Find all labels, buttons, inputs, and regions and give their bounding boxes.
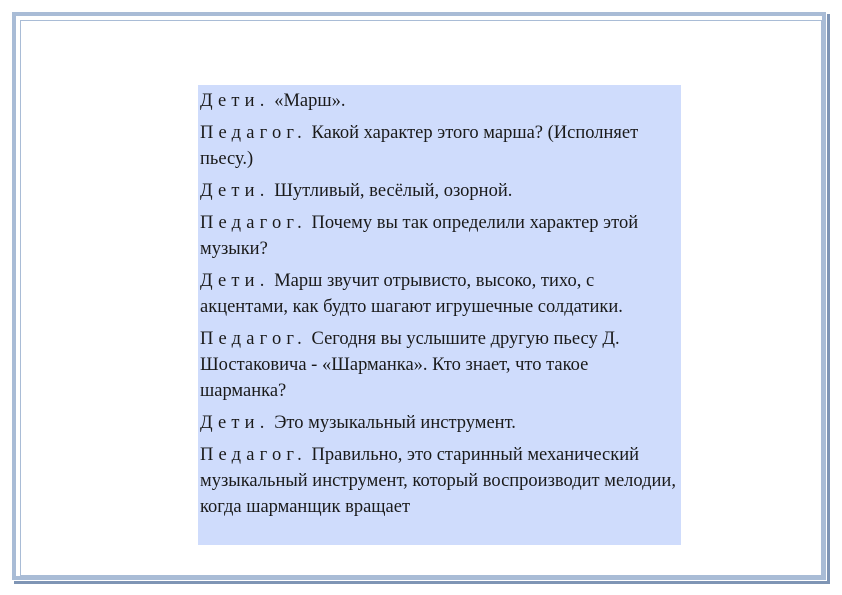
dialogue-line [200, 178, 679, 204]
dialogue-line [200, 326, 679, 404]
dialogue-line [200, 442, 679, 520]
line-text: «Марш». [274, 91, 346, 111]
line-text: Сегодня вы услышите другую пьесу Д. Шостаковича - «Шарманка». Кто знает, что такое шарманка? [200, 329, 620, 401]
dialogue-text-block [198, 85, 681, 545]
speaker-label: Педагог. [200, 123, 307, 143]
dialogue-line [200, 268, 679, 320]
line-text: Это музыкальный инструмент. [274, 413, 516, 433]
speaker-label: Дети. [200, 181, 270, 201]
speaker-label: Дети. [200, 271, 270, 291]
speaker-label: Педагог. [200, 329, 307, 349]
line-text: Почему вы так определили характер этой музыки? [200, 213, 639, 259]
dialogue-line [200, 210, 679, 262]
line-text: Какой характер этого марша? (Исполняет пьесу.) [200, 123, 639, 169]
dialogue-line [200, 88, 679, 114]
speaker-label: Дети. [200, 413, 270, 433]
line-text: Марш звучит отрывисто, высоко, тихо, с акцентами, как будто шагают игрушечные солдатики. [200, 271, 623, 317]
dialogue-line [200, 120, 679, 172]
line-text: Правильно, это старинный механический музыкальный инструмент, который воспроизводит мелодии, когда шарманщик вращает [200, 445, 676, 517]
speaker-label: Педагог. [200, 445, 307, 465]
line-text: Шутливый, весёлый, озорной. [274, 181, 513, 201]
speaker-label: Дети. [200, 91, 270, 111]
speaker-label: Педагог. [200, 213, 307, 233]
dialogue-line [200, 410, 679, 436]
